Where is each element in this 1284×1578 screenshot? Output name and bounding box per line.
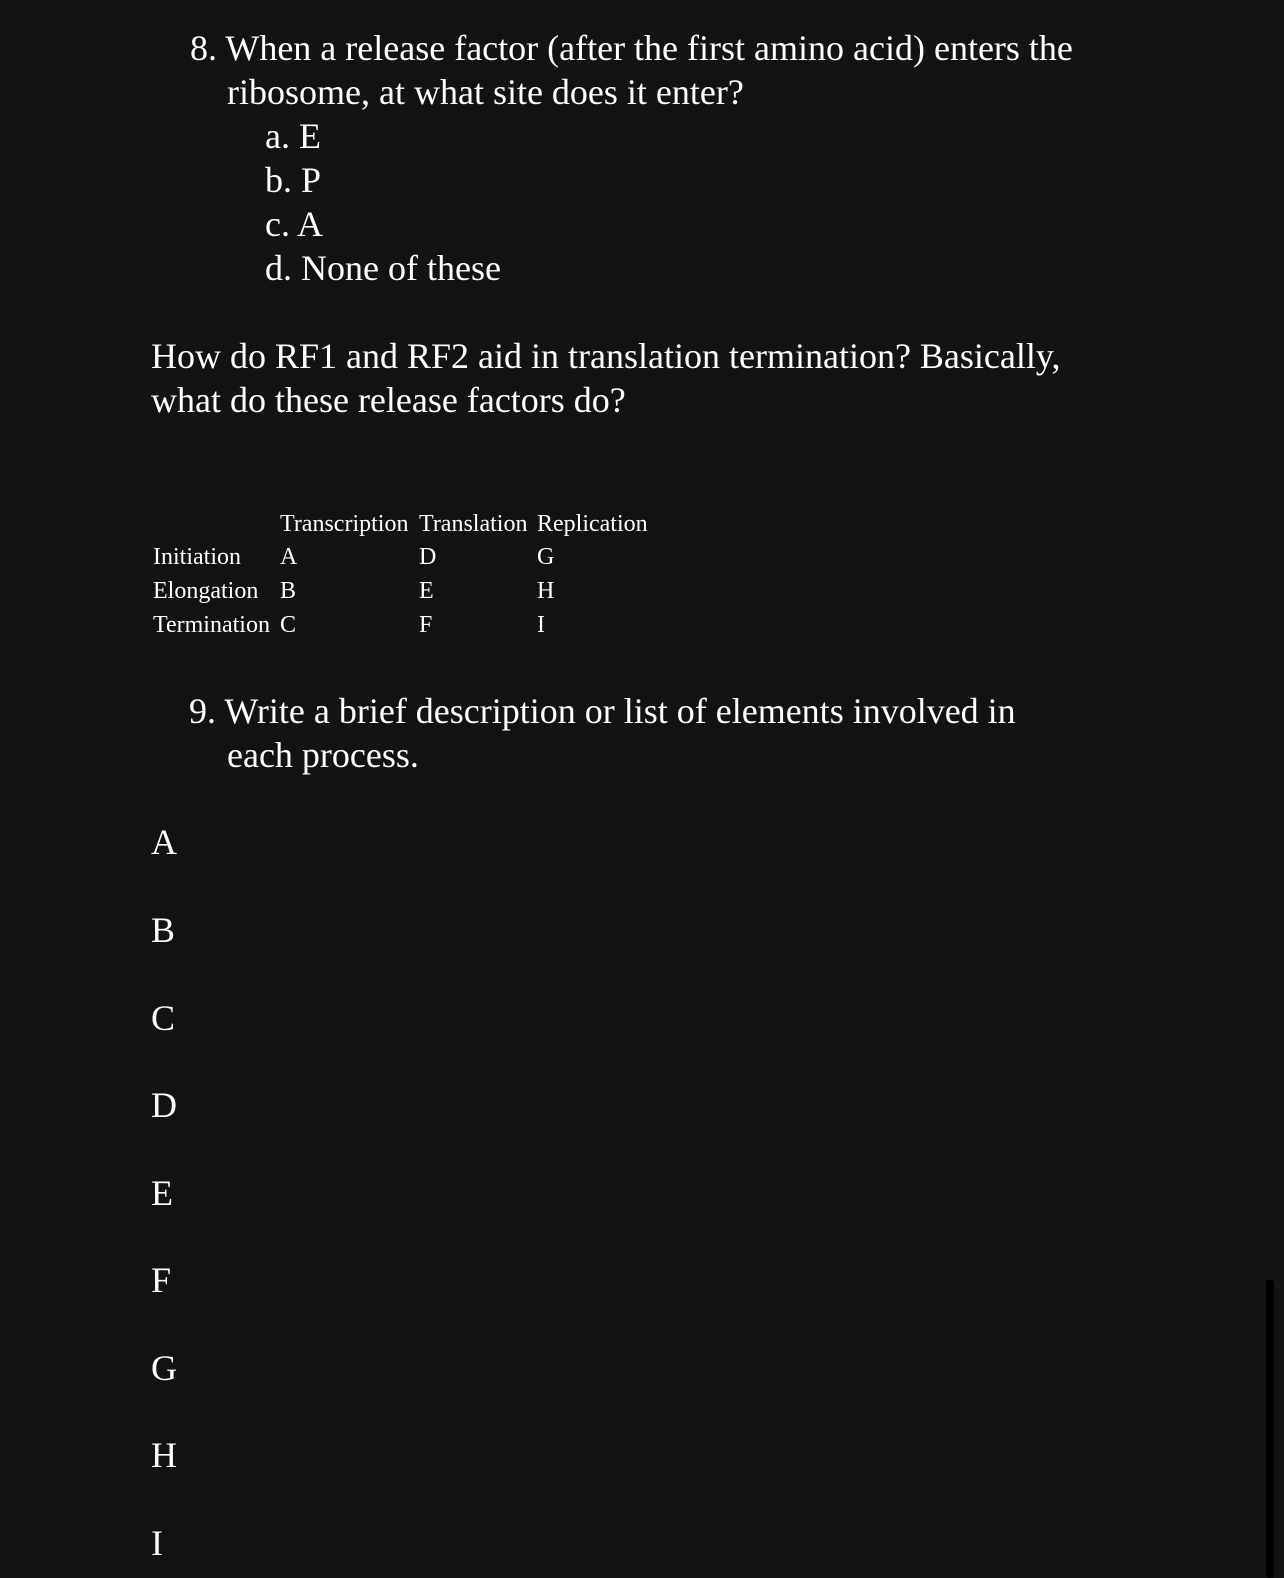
row-label-termination: Termination <box>153 612 270 638</box>
cell-termination-replication: I <box>537 612 545 638</box>
cell-initiation-translation: D <box>419 544 437 570</box>
answer-letter-d: D <box>151 1085 177 1125</box>
header-translation: Translation <box>419 511 528 537</box>
answer-letter-b: B <box>151 910 176 950</box>
answer-letter-i: I <box>151 1523 163 1563</box>
answer-letter-h: H <box>151 1435 177 1475</box>
rf-question-line-1: How do RF1 and RF2 aid in translation termination? Basically, <box>151 336 1061 376</box>
row-label-elongation: Elongation <box>153 578 259 604</box>
cell-termination-translation: F <box>419 612 433 638</box>
header-replication: Replication <box>537 511 648 537</box>
option-b: b. P <box>265 160 322 200</box>
scrollbar-thumb[interactable] <box>1266 1280 1274 1578</box>
cell-termination-transcription: C <box>280 612 297 638</box>
cell-initiation-transcription: A <box>280 544 298 570</box>
cell-elongation-translation: E <box>419 578 434 604</box>
header-transcription: Transcription <box>280 511 409 537</box>
rf-question-line-2: what do these release factors do? <box>151 380 626 420</box>
question-9-line-1: 9. Write a brief description or list of elements involved in <box>189 691 1016 731</box>
cell-elongation-replication: H <box>537 578 555 604</box>
option-a: a. E <box>265 116 321 156</box>
cell-elongation-transcription: B <box>280 578 297 604</box>
option-c: c. A <box>265 204 323 244</box>
answer-letter-c: C <box>151 998 176 1038</box>
question-8-line-2: ribosome, at what site does it enter? <box>227 72 744 112</box>
row-label-initiation: Initiation <box>153 544 241 570</box>
answer-letter-g: G <box>151 1348 177 1388</box>
answer-letter-a: A <box>151 822 177 862</box>
question-9-line-2: each process. <box>227 735 419 775</box>
answer-letter-e: E <box>151 1173 173 1213</box>
answer-letter-f: F <box>151 1260 172 1300</box>
next-question-cutoff <box>188 1566 1088 1578</box>
question-8-line-1: 8. When a release factor (after the first amino acid) enters the <box>190 28 1073 68</box>
option-d: d. None of these <box>265 248 501 288</box>
cell-initiation-replication: G <box>537 544 555 570</box>
